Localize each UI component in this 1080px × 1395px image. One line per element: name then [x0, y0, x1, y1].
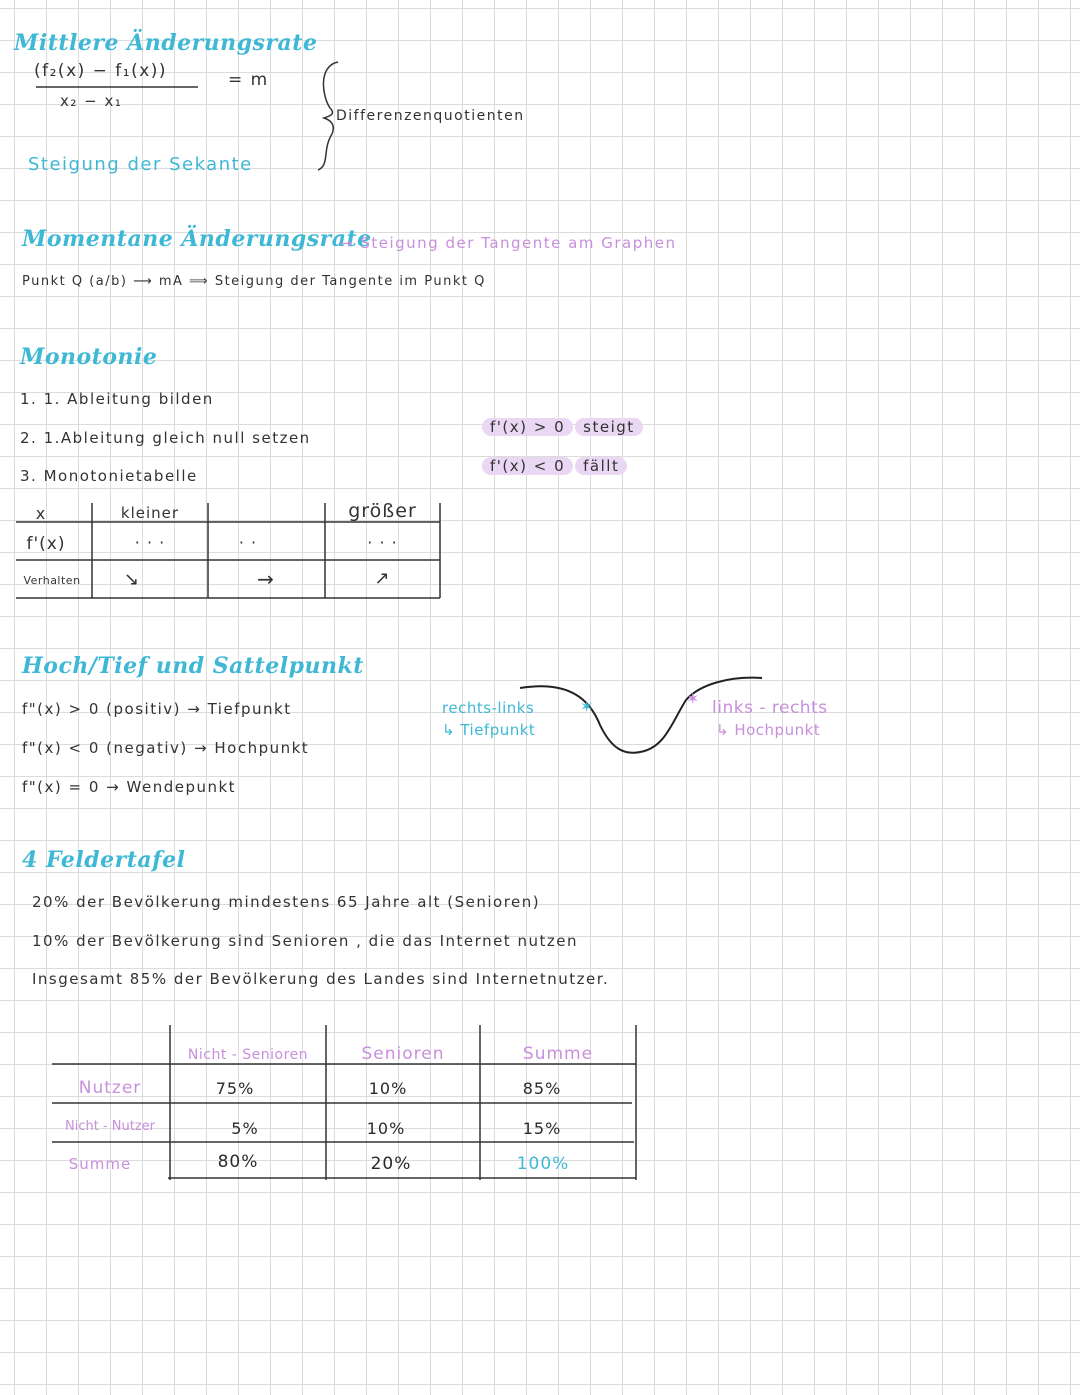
field-cell-nichtnutzer-nichtsenioren: 5% — [231, 1119, 259, 1138]
field-cell-summe-nichtsenioren: 80% — [217, 1152, 259, 1172]
heading-extrema: Hoch/Tief und Sattelpunkt — [22, 653, 364, 679]
curly-brace — [318, 62, 338, 170]
curve-mark-left: ✶ — [580, 697, 594, 716]
heading-monotonie: Monotonie — [20, 344, 158, 370]
monotonie-step-2: 2. 1.Ableitung gleich null setzen — [20, 429, 311, 447]
extrema-rule-3: f"(x) = 0 → Wendepunkt — [22, 778, 237, 796]
extrema-rule-1: f"(x) > 0 (positiv) → Tiefpunkt — [22, 700, 292, 718]
feldertafel-line-2: 10% der Bevölkerung sind Senioren , die das Internet nutzen — [32, 932, 578, 950]
tangent-note: → Steigung der Tangente am Graphen — [340, 234, 677, 252]
rule-falling-expr: f'(x) < 0 — [482, 457, 573, 475]
field-col-senioren: Senioren — [361, 1044, 445, 1064]
field-cell-nichtnutzer-summe: 15% — [522, 1119, 562, 1138]
monotonie-step-1: 1. 1. Ableitung bilden — [20, 390, 214, 408]
mono-col-groesser: größer — [348, 500, 417, 522]
heading-mittlere: Mittlere Änderungsrate — [14, 30, 318, 56]
mono-col-x: x — [35, 504, 47, 523]
fraction-numerator: (f₂(x) − f₁(x)) — [34, 61, 168, 81]
mono-row-verhalten: Verhalten — [23, 574, 81, 587]
fraction-equals-m: = m — [228, 70, 269, 90]
field-col-nicht-senioren: Nicht - Senioren — [187, 1047, 309, 1063]
rule-falling-word: fällt — [575, 457, 627, 475]
momentane-line: Punkt Q (a/b) ⟶ mA ⟹ Steigung der Tangente im Punkt Q — [22, 274, 486, 289]
brace-label: Differenzenquotienten — [336, 108, 525, 124]
field-cell-nutzer-nichtsenioren: 75% — [215, 1079, 255, 1098]
rule-rising-expr: f'(x) > 0 — [482, 418, 573, 436]
mono-arrow-up: ↗ — [374, 568, 391, 589]
curve-label-links-rechts: links - rechts — [712, 698, 828, 718]
field-row-summe: Summe — [68, 1155, 132, 1173]
field-row-nicht-nutzer: Nicht - Nutzer — [64, 1119, 155, 1134]
rule-rising-word: steigt — [575, 418, 643, 436]
field-col-summe: Summe — [522, 1044, 594, 1064]
heading-momentane: Momentane Änderungsrate — [22, 226, 372, 252]
field-cell-nutzer-summe: 85% — [522, 1079, 562, 1098]
mono-dots-3: · · · — [367, 533, 398, 552]
mono-dots-2: · · — [238, 533, 258, 552]
rule-falling — [482, 457, 627, 475]
mono-arrow-flat: → — [257, 567, 275, 591]
monotonie-step-3: 3. Monotonietabelle — [20, 467, 198, 485]
field-cell-summe-senioren: 20% — [370, 1154, 412, 1174]
feldertafel-line-1: 20% der Bevölkerung mindestens 65 Jahre alt (Senioren) — [32, 893, 541, 911]
curve-label-rechts-links: rechts-links — [442, 699, 535, 717]
rule-rising — [482, 418, 643, 436]
field-cell-nichtnutzer-senioren: 10% — [366, 1119, 406, 1138]
curve-label-tiefpunkt: ↳ Tiefpunkt — [442, 721, 536, 739]
heading-feldertafel: 4 Feldertafel — [22, 847, 186, 873]
mono-col-kleiner: kleiner — [120, 504, 180, 522]
mono-arrow-down: ↘ — [123, 569, 141, 590]
field-row-nutzer: Nutzer — [78, 1078, 142, 1098]
extrema-rule-2: f"(x) < 0 (negativ) → Hochpunkt — [22, 739, 310, 757]
mono-dots-1: · · · — [134, 533, 166, 552]
field-cell-summe-summe: 100% — [516, 1154, 570, 1174]
mono-row-fprime: f'(x) — [26, 534, 66, 554]
curve-mark-right: ✶ — [686, 689, 700, 708]
secant-slope-text: Steigung der Sekante — [28, 154, 253, 175]
curve-label-hochpunkt: ↳ Hochpunkt — [716, 721, 821, 739]
field-cell-nutzer-senioren: 10% — [368, 1079, 408, 1098]
feldertafel-line-3: Insgesamt 85% der Bevölkerung des Landes sind Internetnutzer. — [32, 970, 610, 988]
fraction-denominator: x₂ − x₁ — [60, 92, 123, 110]
